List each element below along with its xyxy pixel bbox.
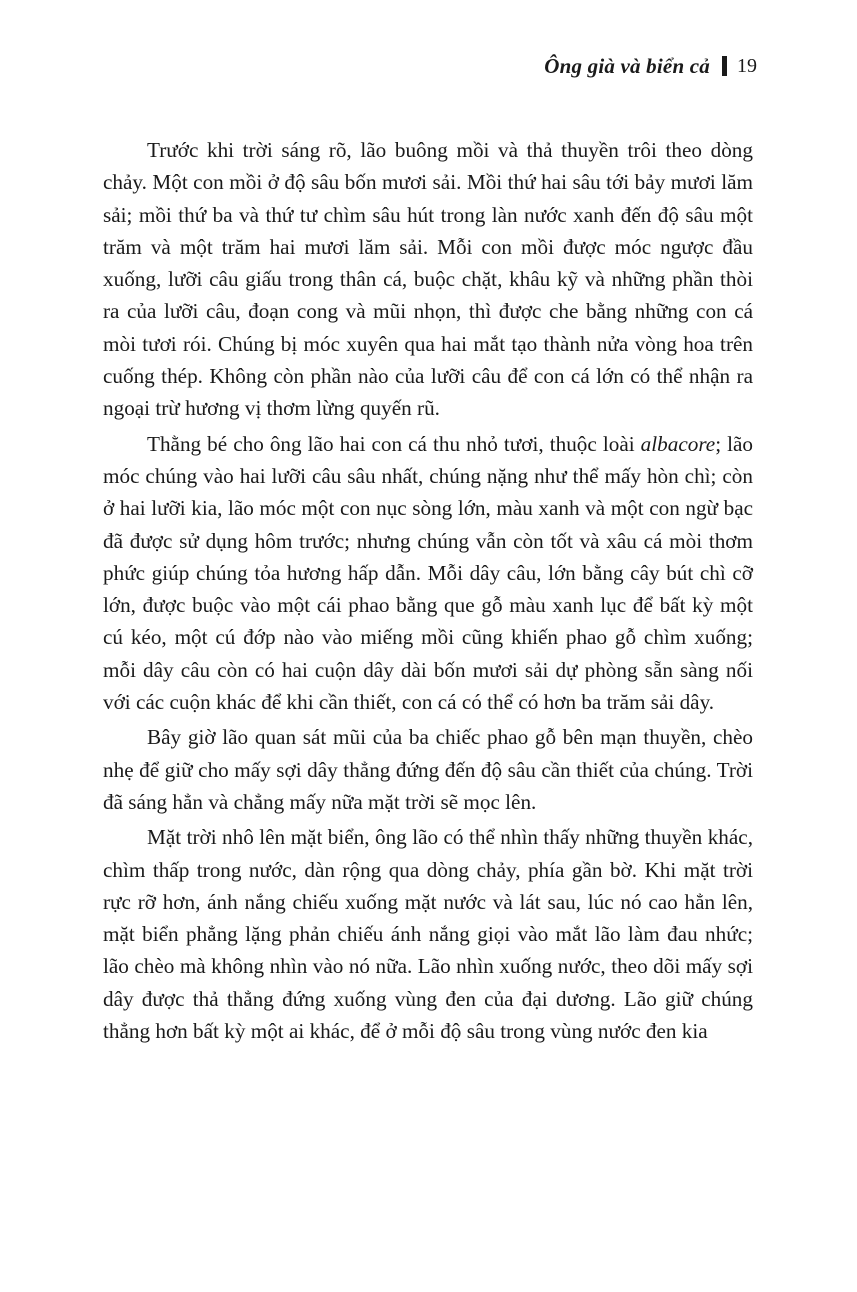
paragraph-2	[103, 428, 753, 719]
paragraph-2-text-before: Thằng bé cho ông lão hai con cá thu nhỏ tươi, thuộc loài	[147, 431, 641, 456]
paragraph-3: Bây giờ lão quan sát mũi của ba chiếc phao gỗ bên mạn thuyền, chèo nhẹ để giữ cho mấy sợi dây thẳng đứng đến độ sâu cần thiết của chúng. Trời đã sáng hẳn và chẳng mấy nữa mặt trời sẽ mọc lên.	[103, 725, 753, 814]
paragraph-2-italic-term: albacore	[640, 431, 716, 456]
page-number: 19	[737, 55, 757, 77]
header-separator-bar	[722, 56, 727, 76]
paragraph-2-text-after: ; lão móc chúng vào hai lưỡi câu sâu nhất, chúng nặng như thể mấy hòn chì; còn ở hai lưỡi kia, lão móc một con nục sòng lớn, màu xanh và một con ngừ bạc đã được sử dụng hôm trước; nhưng chúng vẫn còn tốt và xâu cá mòi thơm phức giúp chúng tỏa hương hấp dẫn. Mỗi dây câu, lớn bằng cây bút chì cỡ lớn, được buộc vào một cái phao bằng que gỗ màu xanh lục để bất kỳ một cú kéo, một cú đớp nào vào miếng mồi cũng khiến phao gỗ chìm xuống; mỗi dây câu còn có hai cuộn dây dài bốn mươi sải dự phòng sẵn sàng nối với các cuộn khác để khi cần thiết, con cá có thể có hơn ba trăm sải dây.	[103, 431, 753, 715]
book-title: Ông già và biển cả	[544, 54, 710, 78]
running-header	[544, 52, 757, 80]
paragraph-4: Mặt trời nhô lên mặt biển, ông lão có thể nhìn thấy những thuyền khác, chìm thấp trong nước, dàn rộng qua dòng chảy, phía gần bờ. Khi mặt trời rực rỡ hơn, ánh nắng chiếu xuống mặt nước và lát sau, lúc nó cao hẳn lên, mặt biển phẳng lặng phản chiếu ánh nắng giọi vào mắt lão làm đau nhức; lão chèo mà không nhìn vào nó nữa. Lão nhìn xuống nước, theo dõi mấy sợi dây được thả thẳng đứng xuống vùng đen của đại dương. Lão giữ chúng thẳng hơn bất kỳ một ai khác, để ở mỗi độ sâu trong vùng nước đen kia	[103, 825, 753, 1044]
page-body	[103, 134, 753, 1050]
paragraph-1: Trước khi trời sáng rõ, lão buông mồi và thả thuyền trôi theo dòng chảy. Một con mồi ở độ sâu bốn mươi sải. Mồi thứ hai sâu tới bảy mươi lăm sải; mồi thứ ba và thứ tư chìm sâu hút trong làn nước xanh đến độ sâu một trăm và một trăm hai mươi lăm sải. Mỗi con mồi được móc ngược đầu xuống, lưỡi câu giấu trong thân cá, buộc chặt, khâu kỹ và những phần thòi ra của lưỡi câu, đoạn cong và mũi nhọn, thì được che bằng những con cá mòi tươi rói. Chúng bị móc xuyên qua hai mắt tạo thành nửa vòng hoa trên cuống thép. Không còn phần nào của lưỡi câu để con cá lớn có thể nhận ra ngoại trừ hương vị thơm lừng quyến rũ.	[103, 138, 753, 421]
